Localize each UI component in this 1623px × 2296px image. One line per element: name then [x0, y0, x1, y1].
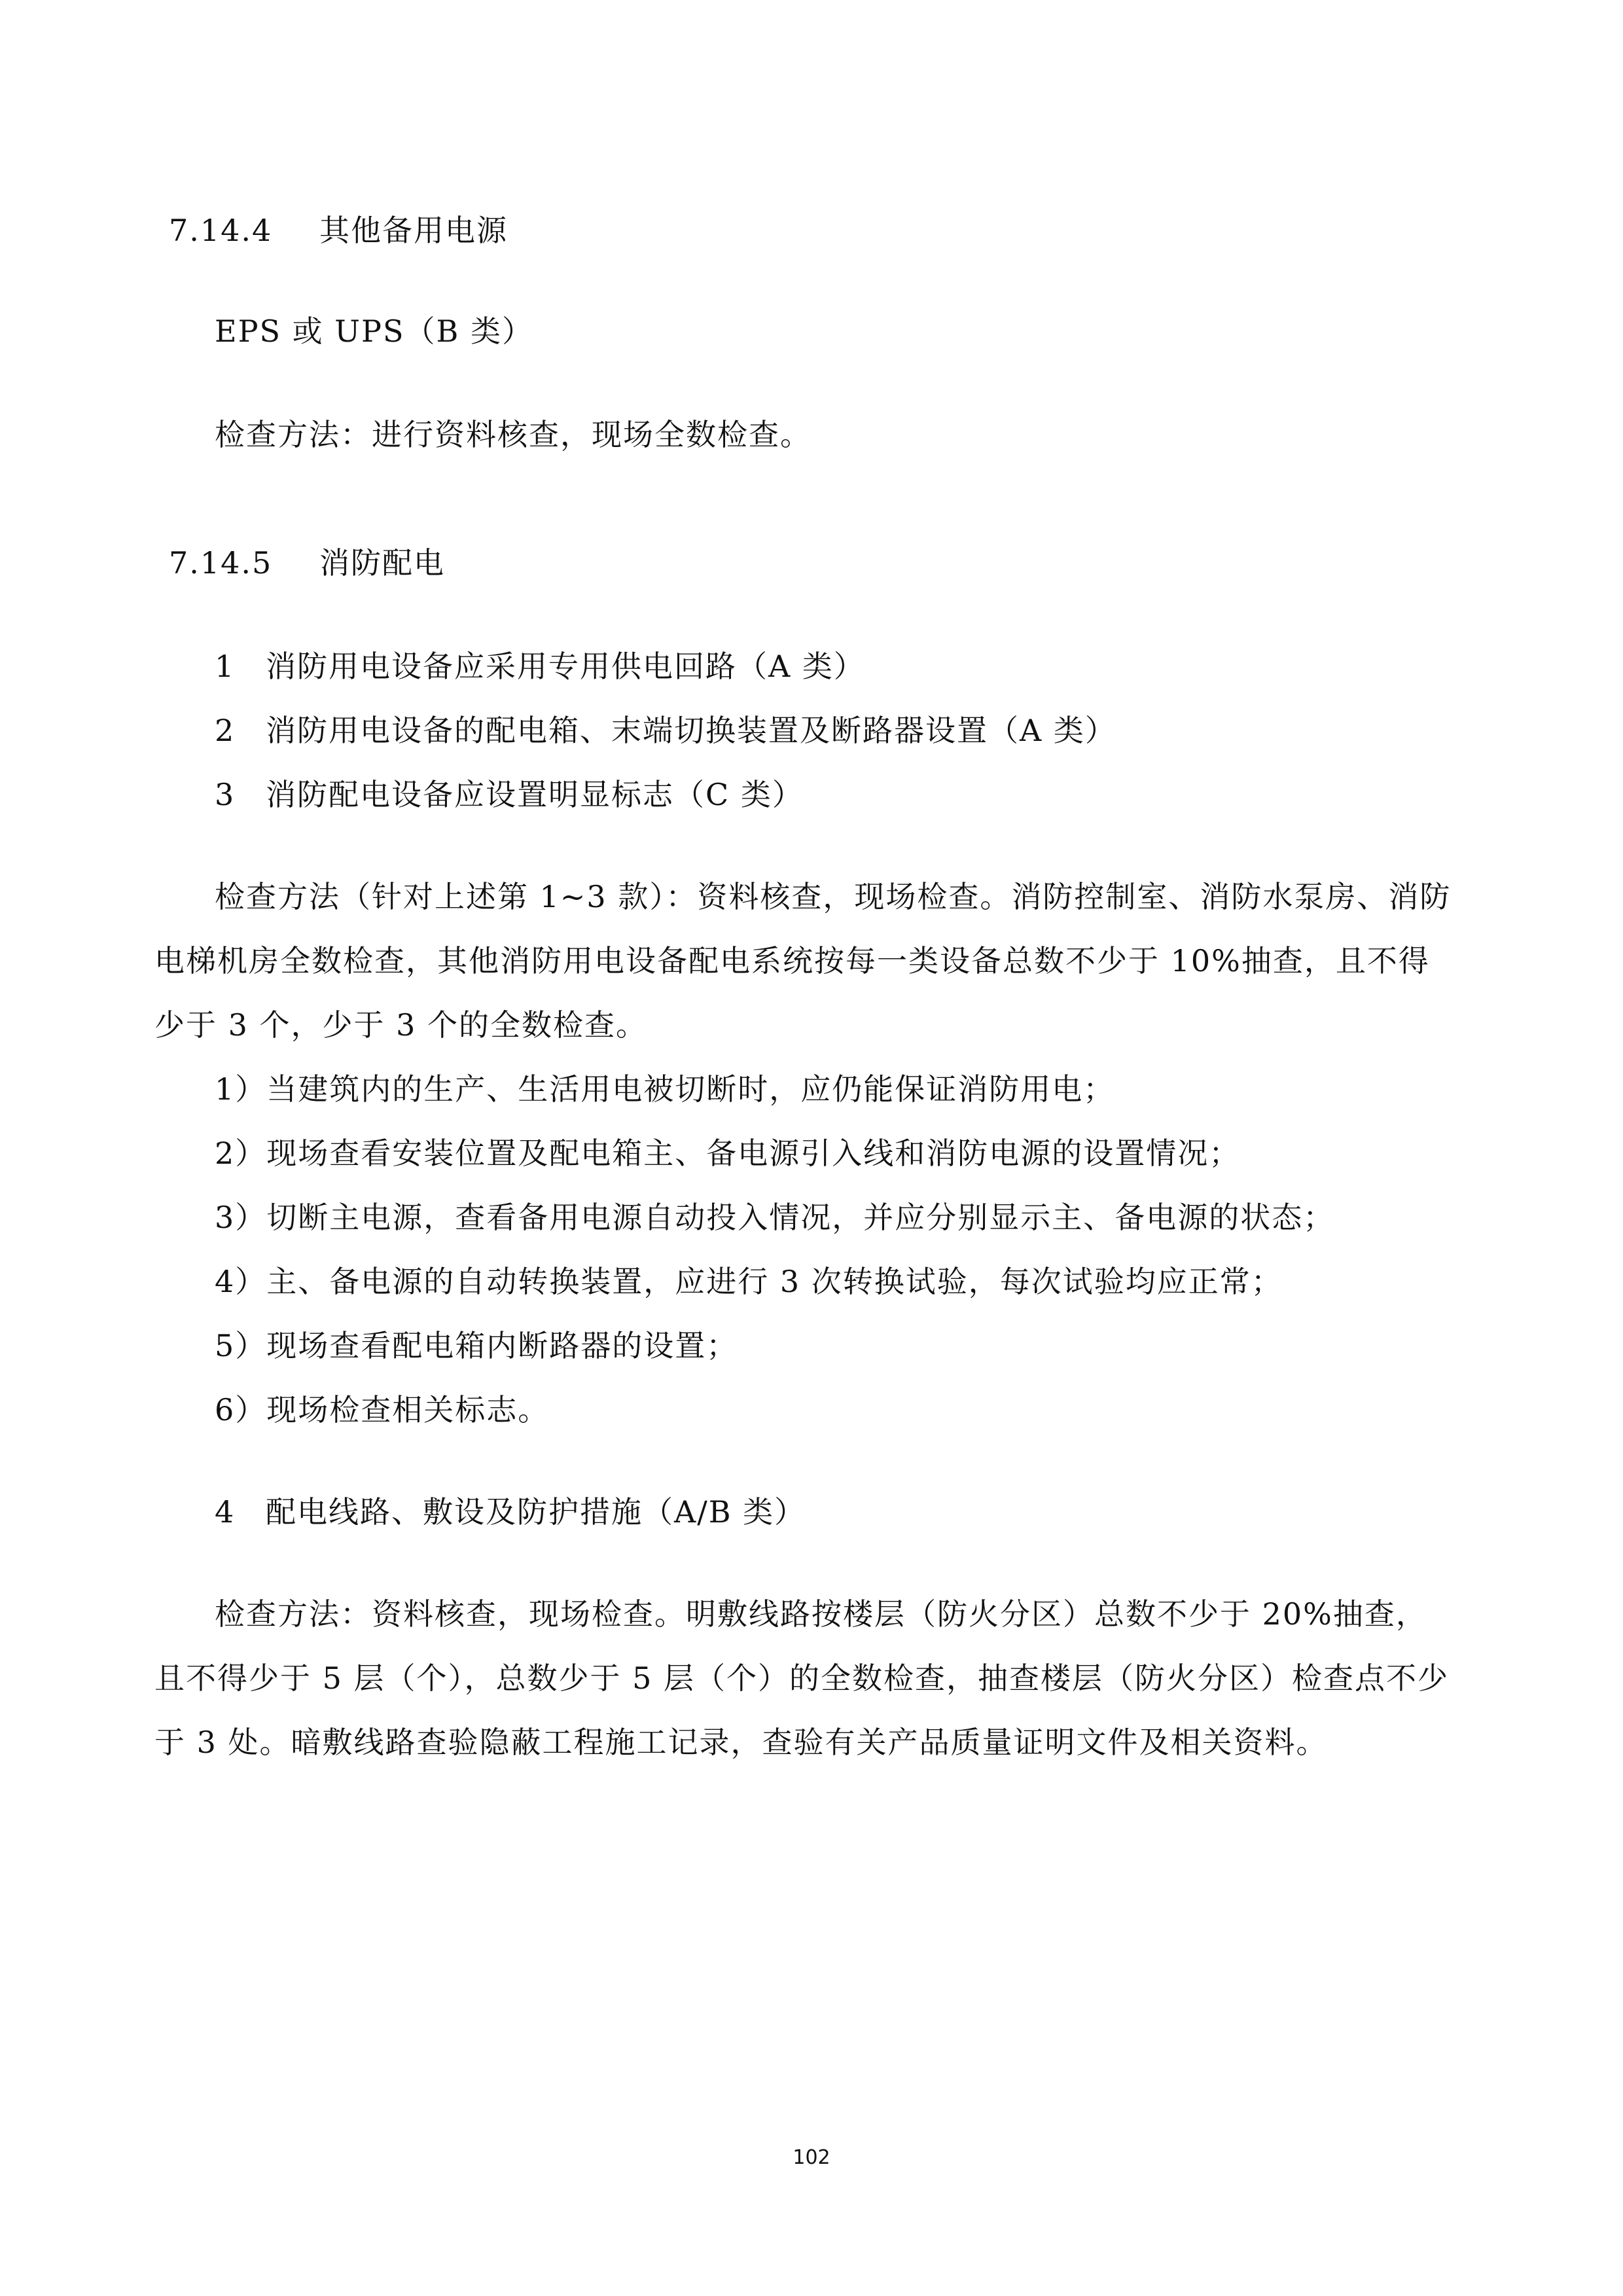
- section-number: 7.14.5: [169, 545, 273, 581]
- method-paragraph-line: 少于 3 个，少于 3 个的全数检查。: [154, 1007, 648, 1043]
- method-paragraph-line: 电梯机房全数检查，其他消防用电设备配电系统按每一类设备总数不少于 10%抽查，且不得: [154, 943, 1430, 978]
- item-number: 1: [215, 649, 236, 684]
- section-heading-7-14-4: [169, 212, 508, 249]
- item-number: 3: [215, 777, 236, 812]
- item-text: 消防用电设备应采用专用供电回路（A 类）: [266, 649, 865, 684]
- method-paragraph-line: 检查方法（针对上述第 1~3 款）：资料核查，现场检查。消防控制室、消防水泵房、消防: [215, 879, 1452, 914]
- item-text: 消防用电设备的配电箱、末端切换装置及断路器设置（A 类）: [266, 713, 1116, 748]
- subsection-label: EPS 或 UPS（B 类）: [215, 314, 533, 349]
- check-step: 2）现场查看安装位置及配电箱主、备电源引入线和消防电源的设置情况；: [215, 1136, 1241, 1171]
- list-item: [215, 712, 1116, 749]
- method-paragraph-line: 检查方法：资料核查，现场检查。明敷线路按楼层（防火分区）总数不少于 20%抽查，: [215, 1596, 1427, 1632]
- section-heading-7-14-5: [169, 545, 445, 581]
- item-number: 2: [215, 713, 236, 748]
- list-item: [215, 1494, 806, 1530]
- check-step: 5）现场查看配电箱内断路器的设置；: [215, 1328, 738, 1363]
- item-text: 消防配电设备应设置明显标志（C 类）: [266, 777, 804, 812]
- item-number: 4: [215, 1494, 236, 1530]
- section-title: 消防配电: [319, 545, 445, 581]
- check-step: 1）当建筑内的生产、生活用电被切断时，应仍能保证消防用电；: [215, 1071, 1115, 1107]
- page-number: 102: [793, 2146, 830, 2169]
- list-item: [215, 776, 804, 813]
- inspection-method-text: 检查方法：进行资料核查，现场全数检查。: [215, 417, 812, 452]
- method-paragraph-line: 于 3 处。暗敷线路查验隐蔽工程施工记录，查验有关产品质量证明文件及相关资料。: [154, 1725, 1328, 1760]
- list-item: [215, 648, 865, 685]
- check-step: 6）现场检查相关标志。: [215, 1392, 550, 1427]
- method-paragraph-line: 且不得少于 5 层（个），总数少于 5 层（个）的全数检查，抽查楼层（防火分区）检查点不少: [154, 1660, 1450, 1696]
- check-step: 4）主、备电源的自动转换装置，应进行 3 次转换试验，每次试验均应正常；: [215, 1264, 1283, 1299]
- check-step: 3）切断主电源，查看备用电源自动投入情况，并应分别显示主、备电源的状态；: [215, 1200, 1335, 1235]
- item-text: 配电线路、敷设及防护措施（A/B 类）: [266, 1494, 806, 1530]
- section-number: 7.14.4: [169, 213, 273, 248]
- section-title: 其他备用电源: [319, 213, 508, 248]
